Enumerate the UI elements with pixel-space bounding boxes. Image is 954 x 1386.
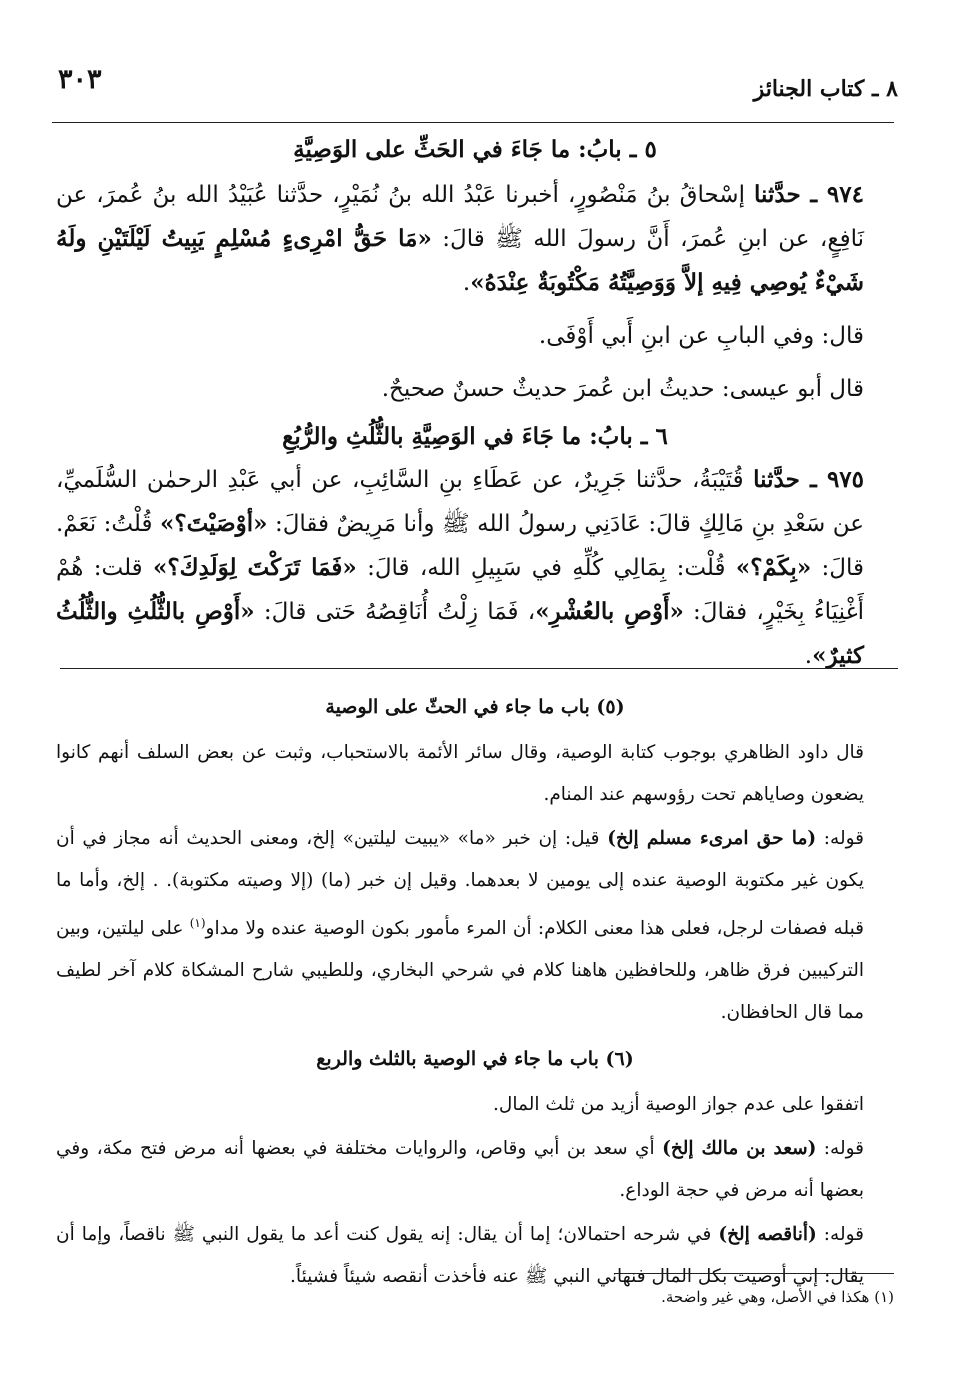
commentary-paragraph: اتفقوا على عدم جواز الوصية أزيد من ثلث المال. <box>493 1094 864 1116</box>
hadith-text: ، فَمَا زِلْتُ أُنَاقِصُهُ حَتى قالَ: <box>254 599 536 625</box>
commentary-title-5: (٥) باب ما جاء في الحثّ على الوصية <box>325 696 625 718</box>
commentary-lemma: (سعد بن مالك إلخ) <box>662 1138 817 1160</box>
commentary-title-6: (٦) باب ما جاء في الوصية بالثلث والربع <box>316 1048 634 1071</box>
commentary-text: أي سعد بن أبي وقاص، والروايات مختلفة في بعضها أنه مرض فتح مكة، وفي بعضها أنه مرض في حجة الوداع. <box>56 1138 864 1202</box>
hadith-quote: «أوْصَيْتَ؟» <box>159 510 268 537</box>
hadith-number: ٩٧٥ ـ حدَّثنا <box>753 466 864 493</box>
hadith-text: قلت: هُمْ أَغْنِيَاءُ بِخَيْرٍ، فقالَ: <box>56 555 864 625</box>
footnote-marker[interactable]: (١) <box>189 916 206 930</box>
page-number: ٣٠٣ <box>58 64 102 95</box>
hadith-text: قُتَيْبَةُ، حدَّثنا جَرِيرٌ، عن عَطَاءِ بنِ السَّائِبِ، عن أبي عَبْدِ الرحمٰن السُّلَميِّ، عن سَعْدِ بنِ مَالِكٍ قالَ: عَادَنِي رسولُ الله ﷺ وأنا مَرِيضٌ فقالَ: <box>56 467 864 537</box>
hadith-chain: إسْحاقُ بنُ مَنْصُورٍ، أخبرنا عَبْدُ الله بنُ نُمَيْرٍ، حدَّثنا عُبَيْدُ الله بنُ عُمرَ، عن نَافِعٍ، عن ابنِ عُمرَ، أَنَّ رسولَ الله ﷺ قالَ: <box>56 182 864 252</box>
hadith-quote: «أَوْصِ بالثُّلُثِ والثُّلُثُ كثيرٌ» <box>56 598 864 669</box>
bab-note: قال: وفي البابِ عن ابنِ أَبي أَوْفَى. <box>538 323 864 349</box>
chapter-title-5: ٥ ـ بابُ: ما جَاءَ في الحَثِّ على الوَصِيَّةِ <box>293 136 657 163</box>
hadith-quote: «بِكَمْ؟» <box>735 554 812 581</box>
hadith-text: قُلْت: بِمَالِي كُلِّهِ في سَبِيلِ الله، قالَ: <box>356 555 736 581</box>
footnote-rule <box>614 1273 894 1274</box>
hadith-975 <box>56 458 894 678</box>
commentary-lemma: (أناقصه إلخ) <box>718 1224 817 1246</box>
hadith-text: قُلْتُ: نَعَمْ. قالَ: <box>56 511 864 581</box>
page-header <box>52 62 902 106</box>
header-rule <box>52 122 894 123</box>
chapter-title-6: ٦ ـ بابُ: ما جَاءَ في الوَصِيَّةِ بالثُّلُثِ والرُّبُعِ <box>282 423 668 450</box>
commentary-lead: قوله: <box>816 828 864 849</box>
main-text <box>56 128 894 678</box>
section-divider <box>60 668 898 669</box>
hadith-quote: «أَوْصِ بالعُشْرِ» <box>535 598 684 625</box>
commentary-paragraph <box>56 1128 894 1212</box>
hadith-quote: «مَا حَقُّ امْرِىءٍ مُسْلِمٍ يَبِيتُ لَيْلَتَيْنِ ولَهُ شَيْءٌ يُوصِي فِيهِ إلاَّ وَوَصِيَّتُهُ مَكْتُوبَةٌ عِنْدَهُ» <box>56 225 864 296</box>
commentary-paragraph <box>56 818 894 1034</box>
hadith-number: ٩٧٤ ـ حدَّثنا <box>754 181 864 208</box>
hadith-974 <box>56 173 894 305</box>
hadith-quote: «فَمَا تَرَكْتَ لِوَلَدِكَ؟» <box>152 554 357 581</box>
commentary-lemma: (ما حق امرىء مسلم إلخ) <box>607 828 817 849</box>
commentary-text: على ليلتين، وبين التركيبين فرق ظاهر، وللحافظين هاهنا كلام في شرحي البخاري، وللطيبي شارح المشكاة كلام آخر لطيف مما قال الحافظان. <box>56 918 864 1024</box>
commentary-lead: قوله: <box>816 1224 864 1246</box>
commentary-text: في شرحه احتمالان؛ إما أن يقال: إنه يقول كنت أعد ما يقول النبي ﷺ ناقصاً، وإما أن يقال: إني أوصيت بكل المال فنهاني النبي ﷺ عنه فأخذت أنقصه شيئاً فشيئاً. <box>56 1224 864 1288</box>
commentary-text: قيل: إن خبر «ما» «يبيت ليلتين» إلخ، ومعنى الحديث أنه مجاز في أن يكون غير مكتوبة الوصية عنده إلى يومين لا بعدهما. وقيل إن خبر (ما) (إلا وصيته مكتوبة). . إلخ، وأما ما قبله فصفات لرجل، فعلى هذا معنى الكلام: أن المرء مأمور بكون الوصية عنده ولا مداو <box>56 828 864 940</box>
hadith-end: . <box>462 270 471 296</box>
footnote: (١) هكذا في الأصل، وهي غير واضحة. <box>661 1288 894 1306</box>
commentary-paragraph <box>56 1214 894 1298</box>
commentary <box>56 682 894 1298</box>
tirmidhi-grading: قال أبو عيسى: حديثُ ابن عُمرَ حديثٌ حسنٌ صحيحٌ. <box>381 376 864 402</box>
running-head: ٨ ـ كتاب الجنائز <box>753 76 898 102</box>
commentary-paragraph: قال داود الظاهري بوجوب كتابة الوصية، وقال سائر الأئمة بالاستحباب، وثبت عن بعض السلف أنهم كانوا يضعون وصاياهم تحت رؤوسهم عند المنام. <box>56 742 864 805</box>
hadith-text: . <box>804 643 813 669</box>
commentary-lead: قوله: <box>816 1138 864 1160</box>
